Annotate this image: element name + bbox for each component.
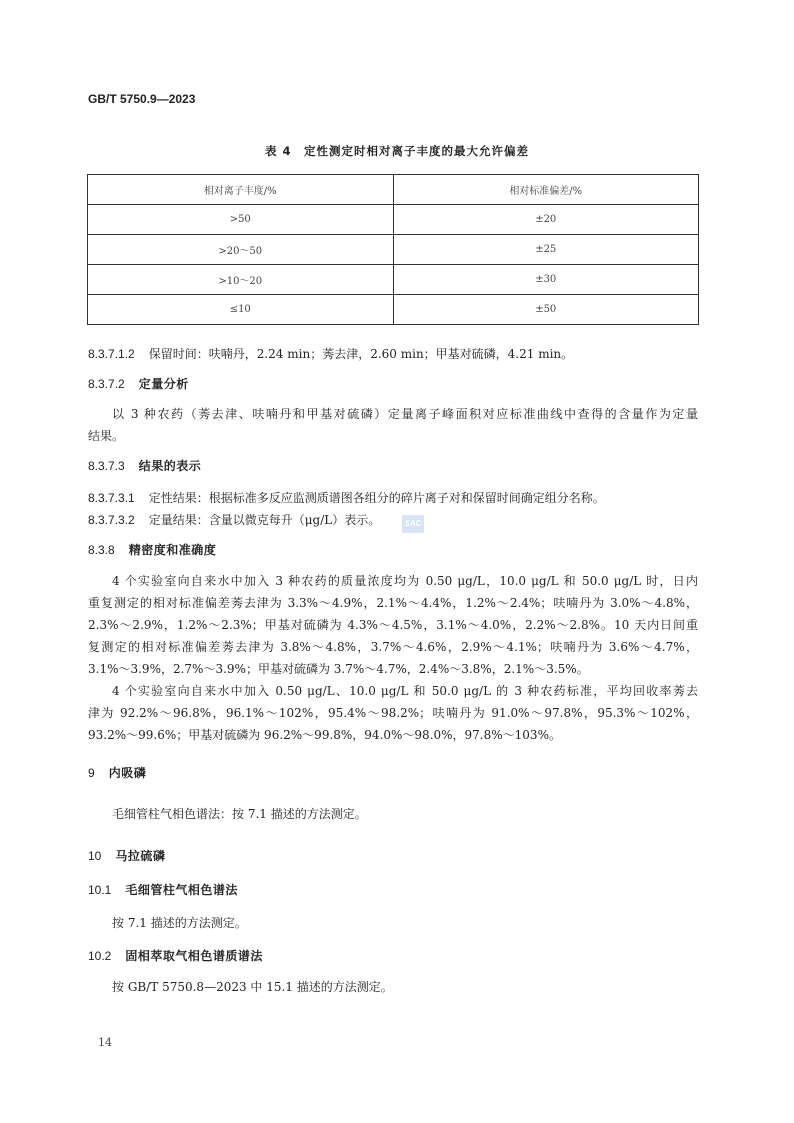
table-cell: ±25 — [393, 235, 699, 265]
table-header-row — [88, 175, 699, 205]
sac-watermark-logo: SAC — [402, 515, 424, 533]
heading-10-1: 10.1 毛细管柱气相色谱法 — [88, 883, 238, 897]
paragraph: 毛细管柱气相色谱法：按 7.1 描述的方法测定。 — [112, 807, 367, 821]
paragraph-line: 93.2%～99.6%；甲基对硫磷为 96.2%～99.8%，94.0%～98.0%，97.8%～103%。 — [88, 728, 561, 742]
table-cell: >10～20 — [88, 265, 394, 295]
clause-8-3-7-1-2: 8.3.7.1.2 保留时间：呋喃丹，2.24 min；莠去津，2.60 min；甲基对硫磷，4.21 min。 — [88, 347, 574, 361]
column-header: 相对标准偏差/% — [393, 175, 699, 205]
heading-10-2: 10.2 固相萃取气相色谱质谱法 — [88, 949, 263, 963]
heading-9: 9 内吸磷 — [88, 766, 147, 780]
table-cell: ±50 — [393, 295, 699, 325]
table-cell: >50 — [88, 205, 394, 235]
paragraph-line: 结果。 — [88, 429, 125, 443]
paragraph-line: 4 个实验室向自来水中加入 0.50 μg/L、10.0 μg/L 和 50.0 μg/L 的 3 种农药标准，平均回收率莠去 — [112, 684, 698, 698]
table-title: 表 4 定性测定时相对离子丰度的最大允许偏差 — [264, 144, 529, 158]
paragraph-line: 4 个实验室向自来水中加入 3 种农药的质量浓度均为 0.50 μg/L，10.0 μg/L 和 50.0 μg/L 时，日内 — [112, 574, 698, 588]
paragraph-line: 津为 92.2%～96.8%，96.1%～102%，95.4%～98.2%；呋喃丹为 91.0%～97.8%，95.3%～102%， — [88, 706, 698, 720]
table-row — [88, 205, 699, 235]
table-cell: ±20 — [393, 205, 699, 235]
table-cell: ≤10 — [88, 295, 394, 325]
paragraph-line: 3.1%～3.9%，2.7%～3.9%；甲基对硫磷为 3.7%～4.7%，2.4%～3.8%，2.1%～3.5%。 — [88, 662, 589, 676]
paragraph: 按 GB/T 5750.8—2023 中 15.1 描述的方法测定。 — [112, 980, 393, 994]
paragraph-line: 重复测定的相对标准偏差莠去津为 3.3%～4.9%，2.1%～4.4%，1.2%～2.4%；呋喃丹为 3.0%～4.8%， — [88, 596, 698, 610]
paragraph: 按 7.1 描述的方法测定。 — [112, 916, 247, 930]
heading-10: 10 马拉硫磷 — [88, 849, 166, 863]
table-row — [88, 295, 699, 325]
heading-8-3-8: 8.3.8 精密度和准确度 — [88, 543, 217, 557]
paragraph-line: 以 3 种农药（莠去津、呋喃丹和甲基对硫磷）定量离子峰面积对应标准曲线中查得的含量作为定量 — [112, 407, 698, 421]
clause-8-3-7-3-1: 8.3.7.3.1 定性结果：根据标准多反应监测质谱图各组分的碎片离子对和保留时间确定组分名称。 — [88, 491, 605, 505]
clause-8-3-7-3-2: 8.3.7.3.2 定量结果：含量以微克每升（μg/L）表示。 — [88, 513, 381, 527]
heading-8-3-7-3: 8.3.7.3 结果的表示 — [88, 459, 202, 473]
paragraph-line: 复测定的相对标准偏差莠去津为 3.8%～4.8%，3.7%～4.6%，2.9%～4.1%；呋喃丹为 3.6%～4.7%， — [88, 640, 698, 654]
table-row — [88, 265, 699, 295]
paragraph-line: 2.3%～2.9%，1.2%～2.3%；甲基对硫磷为 4.3%～4.5%，3.1%～4.0%，2.2%～2.8%。10 天内日间重 — [88, 618, 698, 632]
page-number: 14 — [98, 1036, 112, 1049]
table-cell: >20～50 — [88, 235, 394, 265]
heading-8-3-7-2: 8.3.7.2 定量分析 — [88, 377, 189, 391]
standard-header: GB/T 5750.9—2023 — [88, 92, 196, 106]
column-header: 相对离子丰度/% — [88, 175, 394, 205]
table-row — [88, 235, 699, 265]
table-cell: ±30 — [393, 265, 699, 295]
abundance-deviation-table — [87, 174, 699, 325]
